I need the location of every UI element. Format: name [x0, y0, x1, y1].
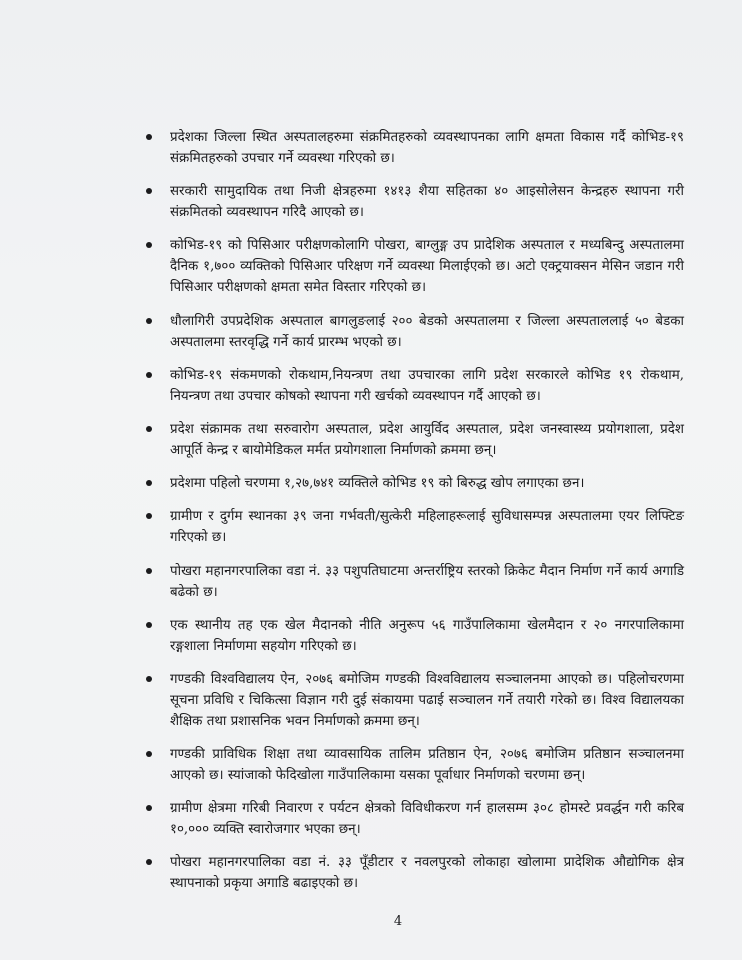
page-number: 4 — [393, 914, 403, 929]
bullet-dot-icon — [146, 134, 152, 140]
list-item-text: गण्डकी प्राविधिक शिक्षा तथा व्यावसायिक तालिम प्रतिष्ठान ऐन, २०७६ बमोजिम प्रतिष्ठान सञ्चालनमा आएको छ। स्यांजाको फेदिखोला गाउँपालिकामा यसका पूर्वाधार निर्माणको चरणमा छन्। — [170, 747, 684, 784]
list-item — [144, 311, 684, 353]
bullet-dot-icon — [146, 568, 152, 574]
bullet-dot-icon — [146, 426, 152, 432]
list-item — [144, 419, 684, 461]
list-item — [144, 127, 684, 169]
bullet-dot-icon — [146, 751, 152, 757]
list-item-text: कोभिड-१९ को पिसिआर परीक्षणकोलागि पोखरा, बाग्लुङ्ग उप प्रादेशिक अस्पताल र मध्यबिन्दु अस्पतालमा दैनिक १,७०० व्यक्तिको पिसिआर परिक्षण गर्ने व्यवस्था मिलाईएको छ। अटो एक्ट्रयाक्सन मेसिन जडान गरी पिसिआर परीक्षणको क्षमता समेत विस्तार गरिएको छ। — [170, 238, 684, 296]
bullet-dot-icon — [146, 622, 152, 628]
bullet-dot-icon — [146, 480, 152, 486]
list-item — [144, 798, 684, 840]
bullet-list — [144, 127, 684, 907]
list-item — [144, 669, 684, 732]
bullet-dot-icon — [146, 805, 152, 811]
bullet-dot-icon — [146, 859, 152, 865]
list-item — [144, 852, 684, 894]
list-item-text: पोखरा महानगरपालिका वडा नं. ३३ पशुपतिघाटमा अन्तर्राष्ट्रिय स्तरको क्रिकेट मैदान निर्माण गर्ने कार्य अगाडि बढेको छ। — [170, 563, 684, 600]
list-item-text: कोभिड-१९ संकमणको रोकथाम,नियन्त्रण तथा उपचारका लागि प्रदेश सरकारले कोभिड १९ रोकथाम, नियन्त्रण तथा उपचार कोषको स्थापना गरी खर्चको व्यवस्थापन गर्दै आएको छ। — [170, 367, 684, 404]
list-item-text: ग्रामीण क्षेत्रमा गरिबी निवारण र पर्यटन क्षेत्रको विविधीकरण गर्न हालसम्म ३०८ होमस्टे प्रवर्द्धन गरी करिब १०,००० व्यक्ति स्वारोजगार भएका छन्। — [170, 801, 684, 838]
list-item-text: प्रदेश संक्रामक तथा सरुवारोग अस्पताल, प्रदेश आयुर्विद अस्पताल, प्रदेश जनस्वास्थ्य प्रयोगशाला, प्रदेश आपूर्ति केन्द्र र बायोमेडिकल मर्मत प्रयोगशाला निर्माणको क्रममा छन्। — [170, 421, 684, 458]
list-item-text: धौलागिरी उपप्रदेशिक अस्पताल बागलुङलाई २०० बेडको अस्पतालमा र जिल्ला अस्पताललाई ५० बेडका अस्पतालमा स्तरवृद्धि गर्ने कार्य प्रारम्भ भएको छ। — [170, 313, 684, 350]
bullet-dot-icon — [146, 676, 152, 682]
list-item — [144, 744, 684, 786]
list-item-text: ग्रामीण र दुर्गम स्थानका ३९ जना गर्भवती/सुत्केरी महिलाहरूलाई सुविधासम्पन्न अस्पतालमा एयर लिफ्टिङ गरिएको छ। — [170, 509, 684, 546]
list-item-text: प्रदेशका जिल्ला स्थित अस्पतालहरुमा संक्रमितहरुको व्यवस्थापनका लागि क्षमता विकास गर्दै कोभिड-१९ संक्रमितहरुको उपचार गर्ने व्यवस्था गरिएको छ। — [170, 130, 684, 166]
bullet-dot-icon — [146, 242, 152, 248]
list-item-text: पोखरा महानगरपालिका वडा नं. ३३ पूँडीटार र नवलपुरको लोकाहा खोलामा प्रादेशिक औद्योगिक क्षेत्र स्थापनाको प्रकृया अगाडि बढाइएको छ। — [170, 855, 684, 892]
list-item — [144, 506, 684, 548]
bullet-dot-icon — [146, 513, 152, 519]
list-item — [144, 561, 684, 603]
list-item — [144, 473, 684, 494]
list-item — [144, 365, 684, 407]
list-item — [144, 181, 684, 223]
bullet-dot-icon — [146, 318, 152, 324]
list-item — [144, 235, 684, 298]
list-item — [144, 615, 684, 657]
list-item-text: एक स्थानीय तह एक खेल मैदानको नीति अनुरूप ५६ गाउँपालिकामा खेलमैदान र २० नगरपालिकामा रङ्गशाला निर्माणमा सहयोग गरिएको छ। — [170, 617, 684, 654]
bullet-dot-icon — [146, 188, 152, 194]
list-item-text: गण्डकी विश्वविद्यालय ऐन, २०७६ बमोजिम गण्डकी विश्वविद्यालय सञ्चालनमा आएको छ। पहिलोचरणमा सूचना प्रविधि र चिकित्सा विज्ञान गरी दुई संकायमा पढाई सञ्चालन गर्ने तयारी गरेको छ। विश्व विद्यालयका शैक्षिक तथा प्रशासनिक भवन निर्माणको क्रममा छन्। — [170, 671, 684, 729]
list-item-text: सरकारी सामुदायिक तथा निजी क्षेत्रहरुमा १४१३ शैया सहितका ४० आइसोलेसन केन्द्रहरु स्थापना गरी संक्रमितको व्यवस्थापन गरिदै आएको छ। — [170, 184, 684, 221]
bullet-dot-icon — [146, 372, 152, 378]
list-item-text: प्रदेशमा पहिलो चरणमा १,२७,७४१ व्यक्तिले कोभिड १९ को बिरुद्ध खोप लगाएका छन। — [170, 476, 585, 492]
